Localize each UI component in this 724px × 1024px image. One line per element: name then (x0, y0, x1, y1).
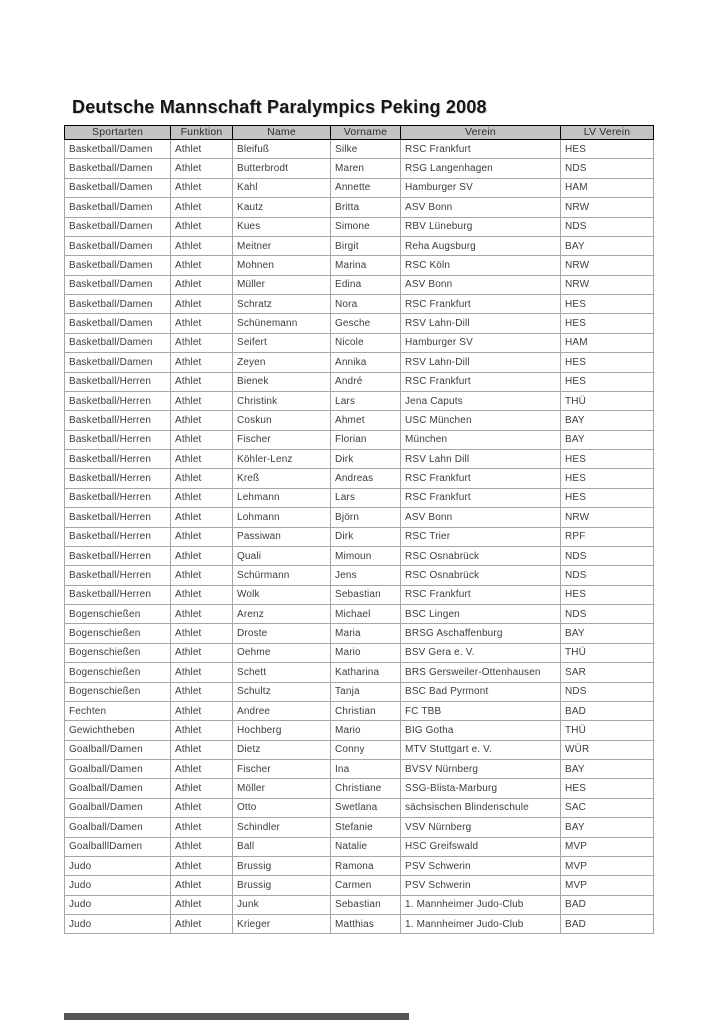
cell-lv-verein: BAD (561, 895, 654, 914)
cell-lv-verein: HES (561, 488, 654, 507)
table-row (65, 411, 654, 430)
cell-lv-verein: NDS (561, 682, 654, 701)
cell-sportart: Basketball/Herren (65, 546, 171, 565)
table-row (65, 314, 654, 333)
cell-sportart: Basketball/Damen (65, 140, 171, 159)
table-row (65, 488, 654, 507)
table-row (65, 566, 654, 585)
cell-lv-verein: THÜ (561, 391, 654, 410)
cell-verein: BSC Bad Pyrmont (401, 682, 561, 701)
cell-name: Schultz (233, 682, 331, 701)
cell-sportart: Basketball/Herren (65, 508, 171, 527)
table-row (65, 779, 654, 798)
column-header-name: Name (233, 126, 331, 140)
cell-funktion: Athlet (171, 740, 233, 759)
cell-name: Wolk (233, 585, 331, 604)
cell-vorname: Dirk (331, 527, 401, 546)
cell-sportart: Basketball/Herren (65, 585, 171, 604)
table-row (65, 856, 654, 875)
cell-vorname: Björn (331, 508, 401, 527)
table-row (65, 624, 654, 643)
table-body (65, 140, 654, 934)
cell-sportart: Basketball/Herren (65, 469, 171, 488)
cell-name: Kautz (233, 198, 331, 217)
cell-verein: HSC Greifswald (401, 837, 561, 856)
cell-funktion: Athlet (171, 488, 233, 507)
cell-verein: RSV Lahn-Dill (401, 314, 561, 333)
cell-funktion: Athlet (171, 663, 233, 682)
cell-funktion: Athlet (171, 508, 233, 527)
cell-lv-verein: RPF (561, 527, 654, 546)
cell-verein: ASV Bonn (401, 275, 561, 294)
cell-verein: FC TBB (401, 701, 561, 720)
cell-name: Fischer (233, 430, 331, 449)
cell-vorname: Katharina (331, 663, 401, 682)
cell-name: Coskun (233, 411, 331, 430)
cell-sportart: Judo (65, 856, 171, 875)
cell-sportart: Basketball/Damen (65, 333, 171, 352)
cell-verein: VSV Nürnberg (401, 818, 561, 837)
table-row (65, 740, 654, 759)
cell-name: Krieger (233, 915, 331, 934)
cell-lv-verein: SAC (561, 798, 654, 817)
cell-vorname: Sebastian (331, 585, 401, 604)
cell-name: Bienek (233, 372, 331, 391)
cell-funktion: Athlet (171, 701, 233, 720)
cell-lv-verein: HES (561, 140, 654, 159)
cell-verein: MTV Stuttgart e. V. (401, 740, 561, 759)
table-row (65, 798, 654, 817)
cell-vorname: Maria (331, 624, 401, 643)
cell-funktion: Athlet (171, 546, 233, 565)
table-row (65, 295, 654, 314)
cell-name: Kues (233, 217, 331, 236)
cell-verein: USC München (401, 411, 561, 430)
cell-verein: Jena Caputs (401, 391, 561, 410)
header-row (65, 126, 654, 140)
table-row (65, 178, 654, 197)
cell-funktion: Athlet (171, 469, 233, 488)
cell-funktion: Athlet (171, 217, 233, 236)
cell-vorname: Christian (331, 701, 401, 720)
cell-sportart: Judo (65, 876, 171, 895)
table-row (65, 275, 654, 294)
cell-funktion: Athlet (171, 779, 233, 798)
cell-name: Arenz (233, 605, 331, 624)
cell-sportart: Bogenschießen (65, 663, 171, 682)
cell-sportart: Basketball/Herren (65, 566, 171, 585)
table-row (65, 585, 654, 604)
table-row (65, 721, 654, 740)
cell-lv-verein: HES (561, 779, 654, 798)
cell-verein: BRS Gersweiler-Ottenhausen (401, 663, 561, 682)
cell-funktion: Athlet (171, 798, 233, 817)
cell-funktion: Athlet (171, 236, 233, 255)
cell-funktion: Athlet (171, 159, 233, 178)
cell-lv-verein: HAM (561, 333, 654, 352)
table-row (65, 915, 654, 934)
cell-sportart: Basketball/Herren (65, 450, 171, 469)
cell-funktion: Athlet (171, 411, 233, 430)
cell-funktion: Athlet (171, 178, 233, 197)
table-row (65, 895, 654, 914)
cell-name: Brussig (233, 856, 331, 875)
cell-name: Passiwan (233, 527, 331, 546)
cell-sportart: Bogenschießen (65, 643, 171, 662)
cell-funktion: Athlet (171, 295, 233, 314)
cell-verein: RSC Frankfurt (401, 372, 561, 391)
cell-name: Fischer (233, 760, 331, 779)
cell-verein: 1. Mannheimer Judo-Club (401, 895, 561, 914)
cell-name: Dietz (233, 740, 331, 759)
cell-sportart: Basketball/Herren (65, 488, 171, 507)
cell-lv-verein: BAD (561, 701, 654, 720)
cell-verein: RSC Osnabrück (401, 566, 561, 585)
cell-vorname: Annette (331, 178, 401, 197)
cell-lv-verein: BAY (561, 818, 654, 837)
cell-vorname: Andreas (331, 469, 401, 488)
cell-vorname: Mario (331, 643, 401, 662)
cell-vorname: Ina (331, 760, 401, 779)
cell-vorname: André (331, 372, 401, 391)
cell-verein: PSV Schwerin (401, 876, 561, 895)
cell-name: Kreß (233, 469, 331, 488)
cell-verein: ASV Bonn (401, 198, 561, 217)
column-header-verein: Verein (401, 126, 561, 140)
cell-vorname: Simone (331, 217, 401, 236)
table-row (65, 198, 654, 217)
cell-sportart: Fechten (65, 701, 171, 720)
cell-sportart: Goalball/Damen (65, 779, 171, 798)
cell-sportart: Judo (65, 915, 171, 934)
cell-vorname: Silke (331, 140, 401, 159)
cell-funktion: Athlet (171, 585, 233, 604)
table-row (65, 508, 654, 527)
cell-sportart: Goalball/Damen (65, 798, 171, 817)
cell-name: Mohnen (233, 256, 331, 275)
cell-lv-verein: BAD (561, 915, 654, 934)
cell-vorname: Nicole (331, 333, 401, 352)
cell-funktion: Athlet (171, 275, 233, 294)
cell-name: Bleifuß (233, 140, 331, 159)
cell-name: Müller (233, 275, 331, 294)
cell-lv-verein: MVP (561, 837, 654, 856)
cell-name: Droste (233, 624, 331, 643)
cell-sportart: Basketball/Damen (65, 314, 171, 333)
cell-name: Köhler-Lenz (233, 450, 331, 469)
table-row (65, 391, 654, 410)
cell-verein: RSC Osnabrück (401, 546, 561, 565)
table-row (65, 333, 654, 352)
cell-verein: sächsischen Blindenschule (401, 798, 561, 817)
cell-lv-verein: HES (561, 585, 654, 604)
cell-sportart: Basketball/Herren (65, 372, 171, 391)
cell-name: Butterbrodt (233, 159, 331, 178)
cell-verein: RBV Lüneburg (401, 217, 561, 236)
cell-name: Christink (233, 391, 331, 410)
cell-sportart: Gewichtheben (65, 721, 171, 740)
cell-verein: PSV Schwerin (401, 856, 561, 875)
cell-verein: SSG-Blista-Marburg (401, 779, 561, 798)
cell-sportart: Basketball/Damen (65, 198, 171, 217)
table-row (65, 876, 654, 895)
cell-vorname: Mario (331, 721, 401, 740)
cell-lv-verein: HES (561, 353, 654, 372)
column-header-funktion: Funktion (171, 126, 233, 140)
cell-lv-verein: MVP (561, 876, 654, 895)
cell-verein: 1. Mannheimer Judo-Club (401, 915, 561, 934)
cell-funktion: Athlet (171, 430, 233, 449)
cell-vorname: Maren (331, 159, 401, 178)
cell-funktion: Athlet (171, 915, 233, 934)
cell-verein: RSC Frankfurt (401, 469, 561, 488)
cell-vorname: Edina (331, 275, 401, 294)
cell-name: Möller (233, 779, 331, 798)
cell-name: Hochberg (233, 721, 331, 740)
cell-vorname: Stefanie (331, 818, 401, 837)
cell-funktion: Athlet (171, 256, 233, 275)
cell-sportart: Basketball/Damen (65, 295, 171, 314)
cell-sportart: Basketball/Herren (65, 527, 171, 546)
table-row (65, 256, 654, 275)
cell-funktion: Athlet (171, 895, 233, 914)
cell-lv-verein: HES (561, 372, 654, 391)
cell-vorname: Matthias (331, 915, 401, 934)
cell-sportart: Basketball/Damen (65, 178, 171, 197)
roster-table (64, 125, 654, 934)
cell-vorname: Birgit (331, 236, 401, 255)
cell-vorname: Britta (331, 198, 401, 217)
cell-lv-verein: NDS (561, 159, 654, 178)
cell-verein: RSC Frankfurt (401, 140, 561, 159)
cell-sportart: Basketball/Damen (65, 217, 171, 236)
cell-lv-verein: NRW (561, 275, 654, 294)
cell-funktion: Athlet (171, 527, 233, 546)
cell-sportart: Basketball/Damen (65, 256, 171, 275)
cell-lv-verein: HES (561, 450, 654, 469)
cell-sportart: Goalball/Damen (65, 760, 171, 779)
cell-sportart: Basketball/Damen (65, 353, 171, 372)
cell-funktion: Athlet (171, 372, 233, 391)
cell-funktion: Athlet (171, 721, 233, 740)
table-row (65, 372, 654, 391)
cell-sportart: Bogenschießen (65, 682, 171, 701)
cell-sportart: Basketball/Damen (65, 275, 171, 294)
cell-verein: BIG Gotha (401, 721, 561, 740)
cell-lv-verein: BAY (561, 430, 654, 449)
cell-vorname: Mimoun (331, 546, 401, 565)
table-row (65, 546, 654, 565)
cell-sportart: Judo (65, 895, 171, 914)
cell-vorname: Conny (331, 740, 401, 759)
table-row (65, 430, 654, 449)
cell-lv-verein: BAY (561, 760, 654, 779)
cell-name: Seifert (233, 333, 331, 352)
cell-name: Schratz (233, 295, 331, 314)
cell-sportart: Basketball/Damen (65, 236, 171, 255)
cell-sportart: Basketball/Herren (65, 411, 171, 430)
cell-verein: BSV Gera e. V. (401, 643, 561, 662)
cell-name: Otto (233, 798, 331, 817)
cell-sportart: Basketball/Herren (65, 391, 171, 410)
table-row (65, 236, 654, 255)
cell-vorname: Sebastian (331, 895, 401, 914)
cell-funktion: Athlet (171, 605, 233, 624)
cell-funktion: Athlet (171, 333, 233, 352)
cell-name: Brussig (233, 876, 331, 895)
cell-name: Kahl (233, 178, 331, 197)
cell-vorname: Dirk (331, 450, 401, 469)
table-row (65, 527, 654, 546)
cell-vorname: Gesche (331, 314, 401, 333)
next-page-header-sliver (64, 1013, 409, 1020)
cell-verein: München (401, 430, 561, 449)
table-row (65, 159, 654, 178)
table-row (65, 450, 654, 469)
cell-name: Schürmann (233, 566, 331, 585)
cell-funktion: Athlet (171, 391, 233, 410)
cell-vorname: Lars (331, 391, 401, 410)
cell-sportart: Bogenschießen (65, 605, 171, 624)
cell-verein: RSG Langenhagen (401, 159, 561, 178)
cell-name: Zeyen (233, 353, 331, 372)
cell-name: Junk (233, 895, 331, 914)
table-row (65, 643, 654, 662)
cell-lv-verein: HES (561, 314, 654, 333)
cell-funktion: Athlet (171, 837, 233, 856)
cell-vorname: Carmen (331, 876, 401, 895)
table-row (65, 353, 654, 372)
cell-name: Lehmann (233, 488, 331, 507)
table-row (65, 605, 654, 624)
cell-sportart: GoalballlDamen (65, 837, 171, 856)
cell-vorname: Michael (331, 605, 401, 624)
column-header-sportart: Sportarten (65, 126, 171, 140)
cell-vorname: Ramona (331, 856, 401, 875)
cell-verein: BRSG Aschaffenburg (401, 624, 561, 643)
cell-verein: Reha Augsburg (401, 236, 561, 255)
cell-verein: RSC Frankfurt (401, 295, 561, 314)
cell-verein: Hamburger SV (401, 178, 561, 197)
cell-vorname: Florian (331, 430, 401, 449)
cell-sportart: Goalball/Damen (65, 818, 171, 837)
cell-funktion: Athlet (171, 566, 233, 585)
cell-verein: Hamburger SV (401, 333, 561, 352)
table-row (65, 818, 654, 837)
table-row (65, 701, 654, 720)
cell-lv-verein: NRW (561, 508, 654, 527)
cell-vorname: Marina (331, 256, 401, 275)
cell-lv-verein: NDS (561, 605, 654, 624)
cell-funktion: Athlet (171, 643, 233, 662)
cell-funktion: Athlet (171, 856, 233, 875)
column-header-vorname: Vorname (331, 126, 401, 140)
cell-name: Schünemann (233, 314, 331, 333)
cell-vorname: Nora (331, 295, 401, 314)
table-row (65, 217, 654, 236)
cell-funktion: Athlet (171, 314, 233, 333)
cell-lv-verein: BAY (561, 236, 654, 255)
cell-lv-verein: BAY (561, 411, 654, 430)
cell-name: Schindler (233, 818, 331, 837)
table-row (65, 837, 654, 856)
cell-name: Quali (233, 546, 331, 565)
cell-funktion: Athlet (171, 760, 233, 779)
cell-lv-verein: THÜ (561, 721, 654, 740)
cell-verein: RSV Lahn Dill (401, 450, 561, 469)
cell-funktion: Athlet (171, 818, 233, 837)
cell-funktion: Athlet (171, 876, 233, 895)
cell-lv-verein: HES (561, 295, 654, 314)
cell-verein: RSC Frankfurt (401, 585, 561, 604)
cell-sportart: Basketball/Damen (65, 159, 171, 178)
table-row (65, 663, 654, 682)
cell-lv-verein: MVP (561, 856, 654, 875)
cell-vorname: Ahmet (331, 411, 401, 430)
cell-lv-verein: BAY (561, 624, 654, 643)
cell-lv-verein: THÜ (561, 643, 654, 662)
table-row (65, 682, 654, 701)
cell-lv-verein: WÜR (561, 740, 654, 759)
cell-name: Andree (233, 701, 331, 720)
table-row (65, 140, 654, 159)
cell-name: Oehme (233, 643, 331, 662)
page-title: Deutsche Mannschaft Paralympics Peking 2008 (72, 97, 487, 118)
cell-lv-verein: NDS (561, 566, 654, 585)
cell-funktion: Athlet (171, 198, 233, 217)
cell-verein: ASV Bonn (401, 508, 561, 527)
cell-verein: RSC Frankfurt (401, 488, 561, 507)
cell-lv-verein: NRW (561, 256, 654, 275)
cell-sportart: Goalball/Damen (65, 740, 171, 759)
cell-funktion: Athlet (171, 140, 233, 159)
cell-verein: RSC Köln (401, 256, 561, 275)
cell-funktion: Athlet (171, 353, 233, 372)
cell-name: Meitner (233, 236, 331, 255)
cell-sportart: Bogenschießen (65, 624, 171, 643)
cell-funktion: Athlet (171, 682, 233, 701)
cell-sportart: Basketball/Herren (65, 430, 171, 449)
cell-lv-verein: NRW (561, 198, 654, 217)
cell-vorname: Jens (331, 566, 401, 585)
cell-verein: BSC Lingen (401, 605, 561, 624)
cell-vorname: Tanja (331, 682, 401, 701)
cell-funktion: Athlet (171, 624, 233, 643)
cell-vorname: Annika (331, 353, 401, 372)
cell-name: Lohmann (233, 508, 331, 527)
cell-lv-verein: NDS (561, 217, 654, 236)
cell-lv-verein: HES (561, 469, 654, 488)
table-row (65, 760, 654, 779)
cell-verein: RSV Lahn-Dill (401, 353, 561, 372)
cell-verein: RSC Trier (401, 527, 561, 546)
cell-funktion: Athlet (171, 450, 233, 469)
cell-vorname: Lars (331, 488, 401, 507)
cell-lv-verein: HAM (561, 178, 654, 197)
cell-vorname: Swetlana (331, 798, 401, 817)
cell-lv-verein: SAR (561, 663, 654, 682)
cell-verein: BVSV Nürnberg (401, 760, 561, 779)
cell-name: Schett (233, 663, 331, 682)
cell-vorname: Natalie (331, 837, 401, 856)
table-row (65, 469, 654, 488)
cell-name: Ball (233, 837, 331, 856)
cell-lv-verein: NDS (561, 546, 654, 565)
column-header-lv-verein: LV Verein (561, 126, 654, 140)
cell-vorname: Christiane (331, 779, 401, 798)
